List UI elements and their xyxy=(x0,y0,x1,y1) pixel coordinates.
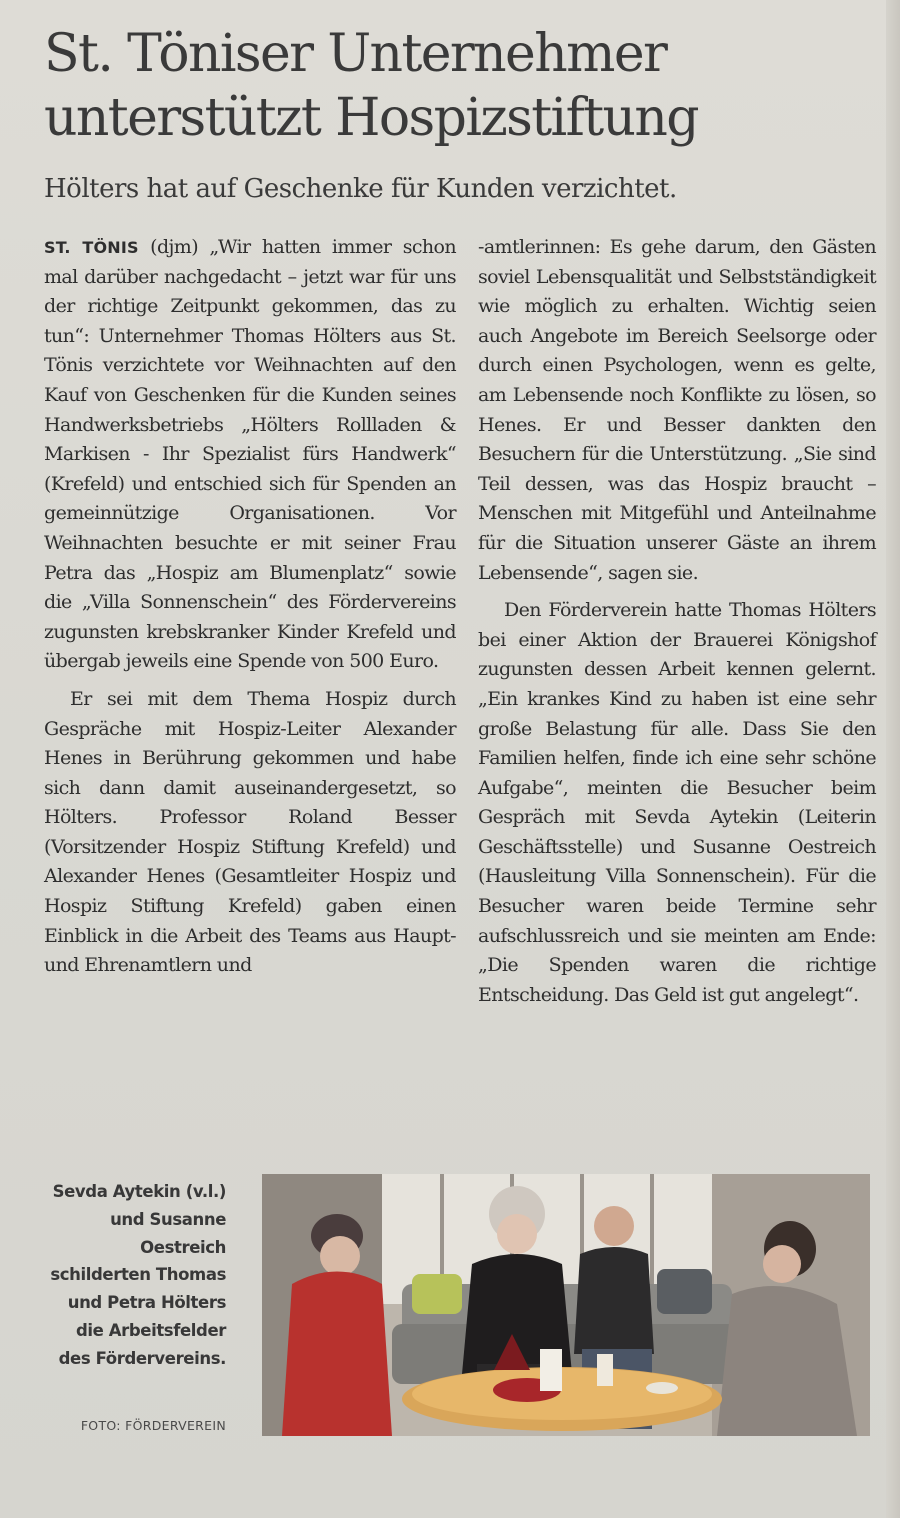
headline-line-2: unterstützt Hospizstiftung xyxy=(44,88,698,148)
article-column-left xyxy=(44,233,456,981)
photo-credit: FOTO: FÖRDERVEREIN xyxy=(80,1418,226,1433)
scan-edge xyxy=(886,0,900,1518)
photo-illustration xyxy=(262,1174,870,1436)
paragraph-2: Er sei mit dem Thema Hospiz durch Gespräche mit Hospiz-Leiter Alexander Henes in Berührung gekommen und habe sich dann damit auseinandergesetzt, so Hölters. Professor Roland Besser (Vorsitzender Hospiz Stiftung Krefeld) und Alexander Henes (Gesamtleiter Hospiz und Hospiz Stiftung Krefeld) gaben einen Einblick in die Arbeit des Teams aus Haupt- und Ehrenamtlern und xyxy=(44,687,456,977)
headline-line-1: St. Töniser Unternehmer xyxy=(44,24,667,84)
paragraph-3: -amtlerinnen: Es gehe darum, den Gästen soviel Lebensqualität und Selbstständigkeit wie möglich zu erhalten. Wichtig seien auch Angebote im Bereich Seelsorge oder durch einen Psychologen, wenn es gelte, am Lebensende noch Konflikte zu lösen, so Henes. Er und Besser dankten den Besuchern für die Unterstützung. „Sie sind Teil dessen, was das Hospiz braucht – Menschen mit Mitgefühl und Anteilnahme für die Situation unserer Gäste an ihrem Lebensende“, sagen sie. xyxy=(478,236,876,584)
paragraph-4: Den Förderverein hatte Thomas Hölters bei einer Aktion der Brauerei Königshof zugunsten dessen Arbeit kennen gelernt. „Ein krankes Kind zu haben ist eine sehr große Belastung für alle. Dass Sie den Familien helfen, finde ich eine sehr schöne Aufgabe“, meinten die Besucher beim Gespräch mit Sevda Aytekin (Leiterin Geschäftsstelle) und Susanne Oestreich (Hausleitung Villa Sonnenschein). Für die Besucher waren beide Termine sehr aufschlussreich und sie meinten am Ende: „Die Spenden waren die richtige Entscheidung. Das Geld ist gut angelegt“. xyxy=(478,599,876,1006)
photo-caption: Sevda Aytekin (v.l.) und Susanne Oestreich schilderten Thomas und Petra Hölters die Arbeitsfelder des Fördervereins. xyxy=(50,1182,226,1368)
subheadline: Hölters hat auf Geschenke für Kunden verzichtet. xyxy=(44,174,677,204)
article-photo xyxy=(262,1174,870,1436)
paragraph-1-text: (djm) „Wir hatten immer schon mal darüber nachgedacht – jetzt war für uns der richtige Zeitpunkt gekommen, das zu tun“: Unternehmer Thomas Hölters aus St. Tönis verzichtete vor Weihnachten auf den Kauf von Geschenken für die Kunden seines Handwerksbetriebs „Hölters Rollladen & Markisen - Ihr Spezialist fürs Handwerk“ (Krefeld) und entschied sich für Spenden an gemeinnützige Organisationen. Vor Weihnachten besuchte er mit seiner Frau Petra das „Hospiz am Blumenplatz“ sowie die „Villa Sonnenschein“ des Fördervereins zugunsten krebskranker Kinder Krefeld und übergab jeweils eine Spende von 500 Euro. xyxy=(44,236,457,673)
headline xyxy=(44,22,864,150)
paragraph-1 xyxy=(44,233,456,677)
dateline: ST. TÖNIS xyxy=(44,238,139,257)
article-column-right xyxy=(478,233,876,1010)
